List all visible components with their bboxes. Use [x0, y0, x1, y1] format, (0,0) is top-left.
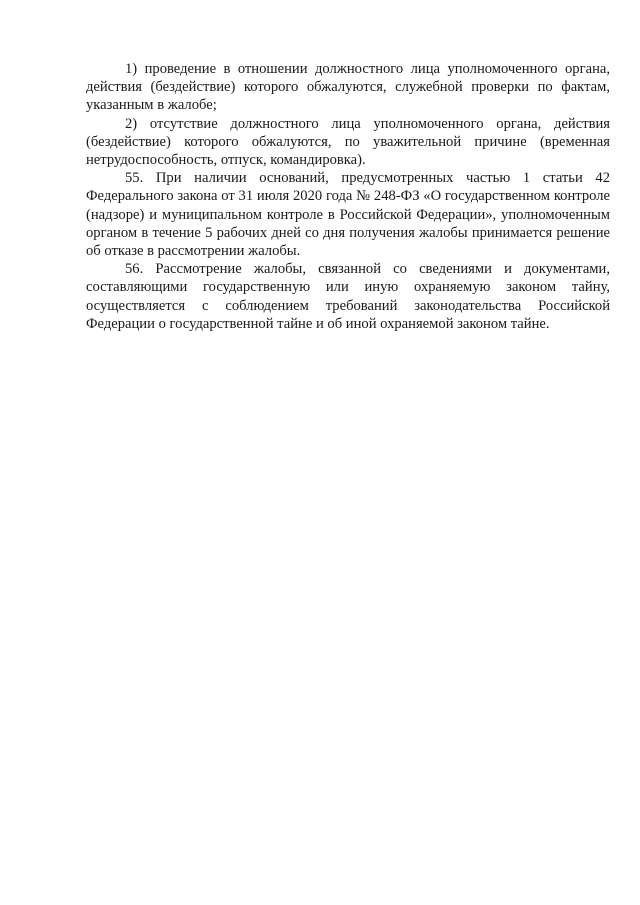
paragraph-55: 55. При наличии оснований, предусмотренных частью 1 статьи 42 Федерального закона от 31 июля 2020 года № 248-ФЗ «О государственном контроле (надзоре) и муниципальном контроле в Российской Федерации», уполномоченным органом в течение 5 рабочих дней со дня получения жалобы принимается решение об отказе в рассмотрении жалобы. [86, 170, 610, 260]
paragraph-56: 56. Рассмотрение жалобы, связанной со сведениями и документами, составляющими государственную или иную охраняемую законом тайну, осуществляется с соблюдением требований законодательства Российской Федерации о государственной тайне и об иной охраняемой законом тайне. [86, 261, 610, 332]
paragraph-item-1: 1) проведение в отношении должностного лица уполномоченного органа, действия (бездействие) которого обжалуются, служебной проверки по фактам, указанным в жалобе; [86, 61, 610, 114]
paragraph-item-2: 2) отсутствие должностного лица уполномоченного органа, действия (бездействие) которого обжалуются, по уважительной причине (временная нетрудоспособность, отпуск, командировка). [86, 115, 610, 169]
document-body [86, 60, 610, 333]
